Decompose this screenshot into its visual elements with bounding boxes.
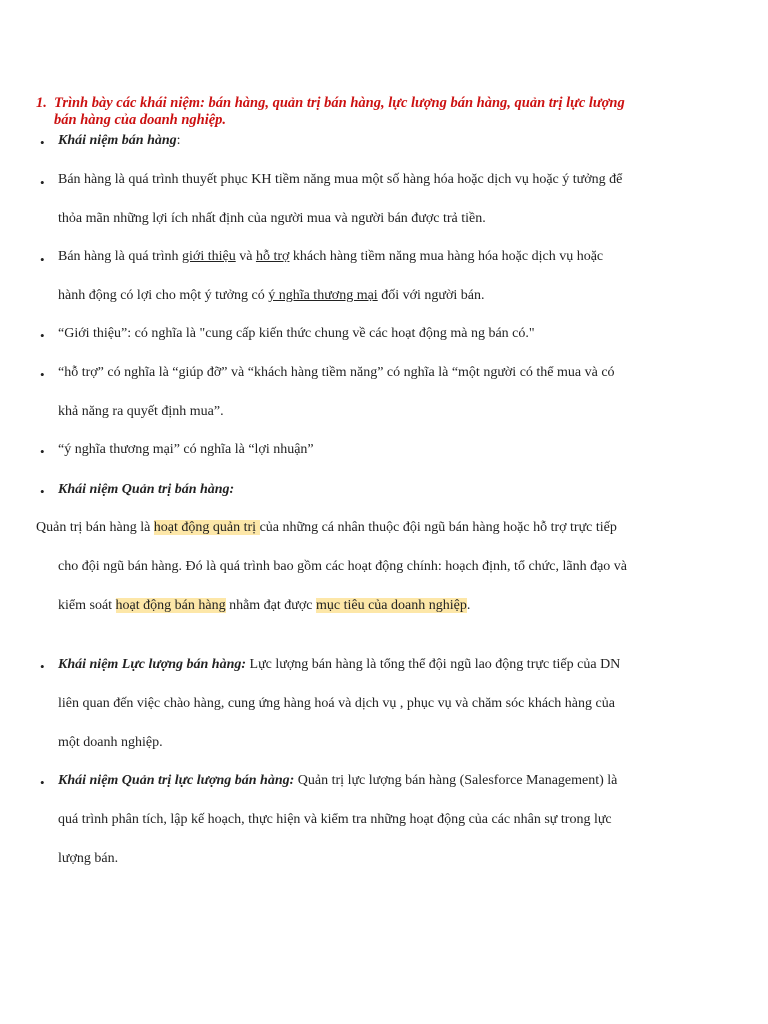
bullet-icon: • (40, 775, 45, 790)
underlined-term: hỗ trợ (255, 249, 290, 264)
bullet-icon: • (40, 252, 45, 267)
paragraph-line: Bán hàng là quá trình giới thiệu và hỗ trợ khách hàng tiềm năng mua hàng hóa hoặc dịch vụ hoặc (58, 249, 604, 264)
underlined-term: giới thiệu (182, 249, 236, 264)
section-title-quan-tri-ban-hang: Khái niệm Quản trị bán hàng: (58, 482, 235, 497)
bullet-icon: • (40, 175, 45, 190)
bullet-icon: • (40, 367, 45, 382)
heading-number: 1. (36, 95, 47, 111)
bullet-icon: • (40, 444, 45, 459)
bullet-icon: • (40, 328, 45, 343)
paragraph-line: kiểm soát hoạt động bán hàng nhằm đạt được mục tiêu của doanh nghiệp. (58, 598, 471, 613)
paragraph-line: khả năng ra quyết định mua”. (58, 404, 224, 419)
bullet-icon: • (40, 659, 45, 674)
underlined-term: ý nghĩa thương mại (268, 288, 378, 303)
highlighted-text: hoạt động quản trị (153, 520, 260, 535)
paragraph-line: “Giới thiệu”: có nghĩa là "cung cấp kiến thức chung về các hoạt động mà ng bán có." (58, 326, 535, 341)
paragraph-line: lượng bán. (58, 851, 119, 866)
paragraph-line: Bán hàng là quá trình thuyết phục KH tiềm năng mua một số hàng hóa hoặc dịch vụ hoặc ý tưởng để (58, 172, 623, 187)
paragraph-line: Quản trị bán hàng là hoạt động quản trị của những cá nhân thuộc đội ngũ bán hàng hoặc hỗ trợ trực tiếp (36, 520, 617, 535)
paragraph-line: cho đội ngũ bán hàng. Đó là quá trình bao gồm các hoạt động chính: hoạch định, tổ chức, lãnh đạo và (58, 559, 627, 574)
paragraph-line: “ý nghĩa thương mại” có nghĩa là “lợi nhuận” (58, 442, 314, 457)
highlighted-text: mục tiêu của doanh nghiệp (316, 598, 467, 613)
paragraph-line: “hỗ trợ” có nghĩa là “giúp đỡ” và “khách hàng tiềm năng” có nghĩa là “một người có thể mua và có (58, 365, 615, 380)
bullet-icon: • (40, 135, 45, 150)
paragraph-line: hành động có lợi cho một ý tưởng có ý nghĩa thương mại đối với người bán. (58, 288, 485, 303)
section-title-ban-hang: Khái niệm bán hàng: (58, 133, 181, 148)
paragraph-line: thỏa mãn những lợi ích nhất định của người mua và người bán được trả tiền. (58, 211, 486, 226)
paragraph-line: một doanh nghiệp. (58, 735, 163, 750)
heading-line-1: Trình bày các khái niệm: bán hàng, quản trị bán hàng, lực lượng bán hàng, quản trị lực lượng (54, 95, 625, 111)
paragraph-line: liên quan đến việc chào hàng, cung ứng hàng hoá và dịch vụ , phục vụ và chăm sóc khách hàng của (58, 696, 615, 711)
paragraph-line: Khái niệm Lực lượng bán hàng: Lực lượng bán hàng là tổng thể đội ngũ lao động trực tiếp của DN (58, 657, 621, 672)
section-title-quan-tri-luc-luong: Khái niệm Quản trị lực lượng bán hàng: (58, 773, 295, 788)
question-heading (36, 95, 726, 129)
paragraph-line: Khái niệm Quản trị lực lượng bán hàng: Quản trị lực lượng bán hàng (Salesforce Management) là (58, 773, 618, 788)
highlighted-text: hoạt động bán hàng (115, 598, 226, 613)
heading-line-2: bán hàng của doanh nghiệp. (54, 112, 227, 128)
bullet-icon: • (40, 484, 45, 499)
paragraph-line: quá trình phân tích, lập kế hoạch, thực hiện và kiểm tra những hoạt động của các nhân sự trong lực (58, 812, 612, 827)
section-title-luc-luong-ban-hang: Khái niệm Lực lượng bán hàng: (58, 657, 247, 672)
